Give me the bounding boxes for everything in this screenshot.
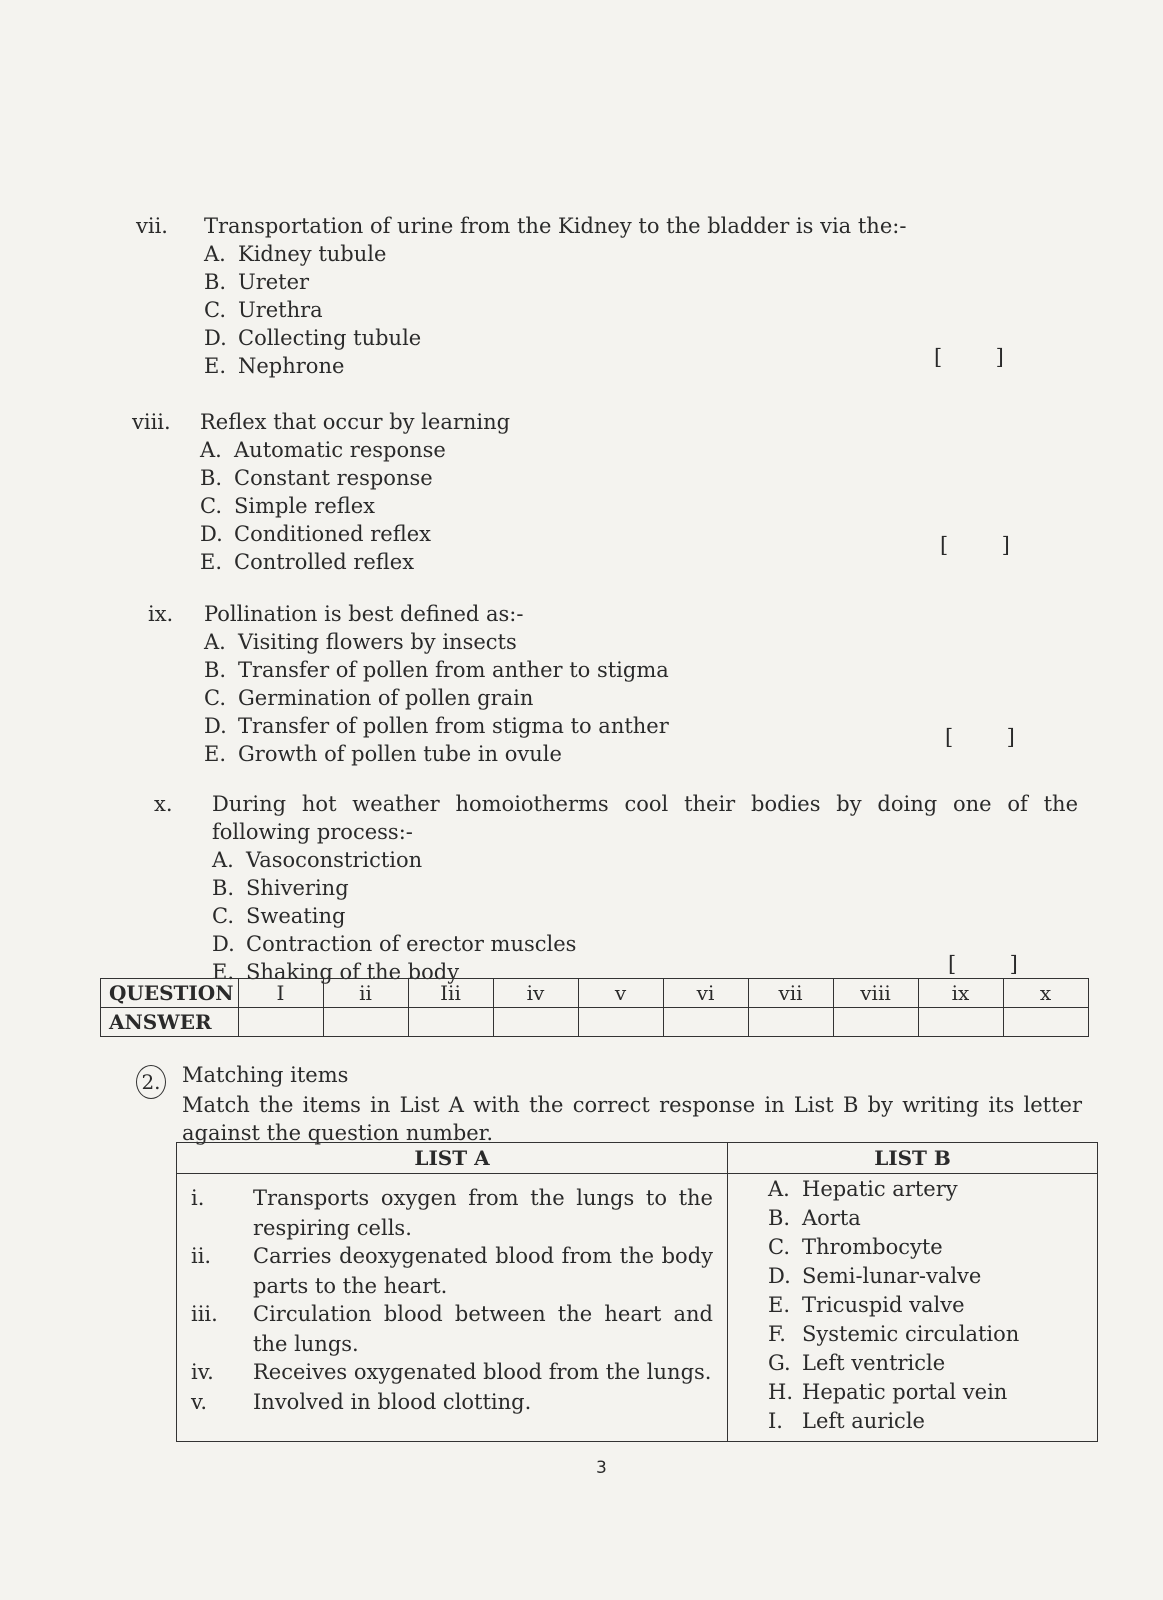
option-list [200, 436, 446, 576]
option: B. Ureter [204, 270, 310, 294]
list-b-item: F. Systemic circulation [768, 1322, 1020, 1346]
answer-bracket[interactable]: [ ] [948, 952, 1018, 976]
option: D. Collecting tubule [204, 326, 422, 350]
answer-bracket[interactable]: [ ] [940, 533, 1010, 557]
grid-col-header: Iii [408, 979, 493, 1008]
answer-row [101, 1008, 1089, 1037]
list-b-item: E. Tricuspid valve [768, 1293, 965, 1317]
answer-cell[interactable] [323, 1008, 408, 1037]
question-viii [132, 408, 1032, 578]
grid-col-header: iv [493, 979, 578, 1008]
option-list [212, 846, 576, 986]
option: C. Urethra [204, 298, 323, 322]
question-number: ix. [148, 602, 174, 626]
list-b-column [728, 1143, 1097, 1441]
question-number: viii. [132, 410, 171, 434]
answer-cell[interactable] [408, 1008, 493, 1037]
grid-col-header: x [1003, 979, 1088, 1008]
section-number: 2. [136, 1065, 166, 1099]
option: E. Controlled reflex [200, 550, 415, 574]
option: C. Sweating [212, 904, 346, 928]
grid-col-header: ix [918, 979, 1003, 1008]
option: E. Growth of pollen tube in ovule [204, 742, 562, 766]
answer-bracket[interactable]: [ ] [945, 725, 1015, 749]
question-stem: Reflex that occur by learning [200, 410, 511, 434]
option-list [204, 628, 669, 768]
list-b-item: B. Aorta [768, 1206, 861, 1230]
list-a-column: LIST A i. Transports oxygen from the lungs to the respiring cells. ii. Carries deoxygenated blood from the body parts to the heart. iii. Circulation blood between the heart and the lungs. iv. Receives oxygenated blood from the lungs. v. Involved in blood clotting. [177, 1143, 728, 1441]
answer-cell[interactable] [493, 1008, 578, 1037]
list-b-item: A. Hepatic artery [768, 1177, 958, 1201]
question-vii [136, 212, 1036, 382]
list-b-item: I. Left auricle [768, 1409, 925, 1433]
answer-cell[interactable] [663, 1008, 748, 1037]
question-ix [136, 600, 1036, 770]
option: E. Nephrone [204, 354, 345, 378]
grid-col-header: I [238, 979, 323, 1008]
answer-grid [100, 978, 1089, 1037]
question-x [144, 790, 1084, 990]
list-b-item: G. Left ventricle [768, 1351, 946, 1375]
option: A. Visiting flowers by insects [204, 630, 517, 654]
list-a-header: LIST A [177, 1143, 727, 1174]
option: B. Constant response [200, 466, 433, 490]
option: C. Simple reflex [200, 494, 376, 518]
answer-cell[interactable] [918, 1008, 1003, 1037]
list-b-item: C. Thrombocyte [768, 1235, 943, 1259]
question-number: x. [154, 792, 173, 816]
grid-col-header: viii [833, 979, 918, 1008]
page-number: 3 [596, 1458, 607, 1478]
list-b-item: H. Hepatic portal vein [768, 1380, 1008, 1404]
option: A. Vasoconstriction [212, 848, 423, 872]
grid-col-header: ii [323, 979, 408, 1008]
question-number: vii. [136, 214, 168, 238]
question-stem: Pollination is best defined as:- [204, 602, 524, 626]
grid-col-header: v [578, 979, 663, 1008]
section-title: Matching items [182, 1063, 349, 1087]
answer-cell[interactable] [238, 1008, 323, 1037]
answer-bracket[interactable]: [ ] [934, 345, 1004, 369]
grid-col-header: vi [663, 979, 748, 1008]
option: D. Transfer of pollen from stigma to anther [204, 714, 669, 738]
option: E. Shaking of the body [212, 960, 460, 984]
option: D. Conditioned reflex [200, 522, 432, 546]
section-instruction: Match the items in List A with the correct response in List B by writing its letter against the question number. [182, 1093, 1082, 1145]
option: C. Germination of pollen grain [204, 686, 534, 710]
option: A. Kidney tubule [204, 242, 387, 266]
list-b-header: LIST B [728, 1143, 1097, 1174]
option: B. Shivering [212, 876, 349, 900]
question-stem: Transportation of urine from the Kidney to the bladder is via the:- [204, 214, 907, 238]
matching-table [176, 1142, 1098, 1442]
option: A. Automatic response [200, 438, 446, 462]
option-list [204, 240, 421, 380]
option: D. Contraction of erector muscles [212, 932, 577, 956]
question-label: QUESTION [101, 979, 239, 1008]
option: B. Transfer of pollen from anther to stigma [204, 658, 669, 682]
list-b-item: D. Semi-lunar-valve [768, 1264, 982, 1288]
answer-cell[interactable] [1003, 1008, 1088, 1037]
answer-cell[interactable] [578, 1008, 663, 1037]
answer-label: ANSWER [101, 1008, 239, 1037]
answer-cell[interactable] [833, 1008, 918, 1037]
question-row [101, 979, 1089, 1008]
question-stem: During hot weather homoiotherms cool their bodies by doing one of the following process:- [212, 792, 1078, 844]
grid-col-header: vii [748, 979, 833, 1008]
answer-cell[interactable] [748, 1008, 833, 1037]
